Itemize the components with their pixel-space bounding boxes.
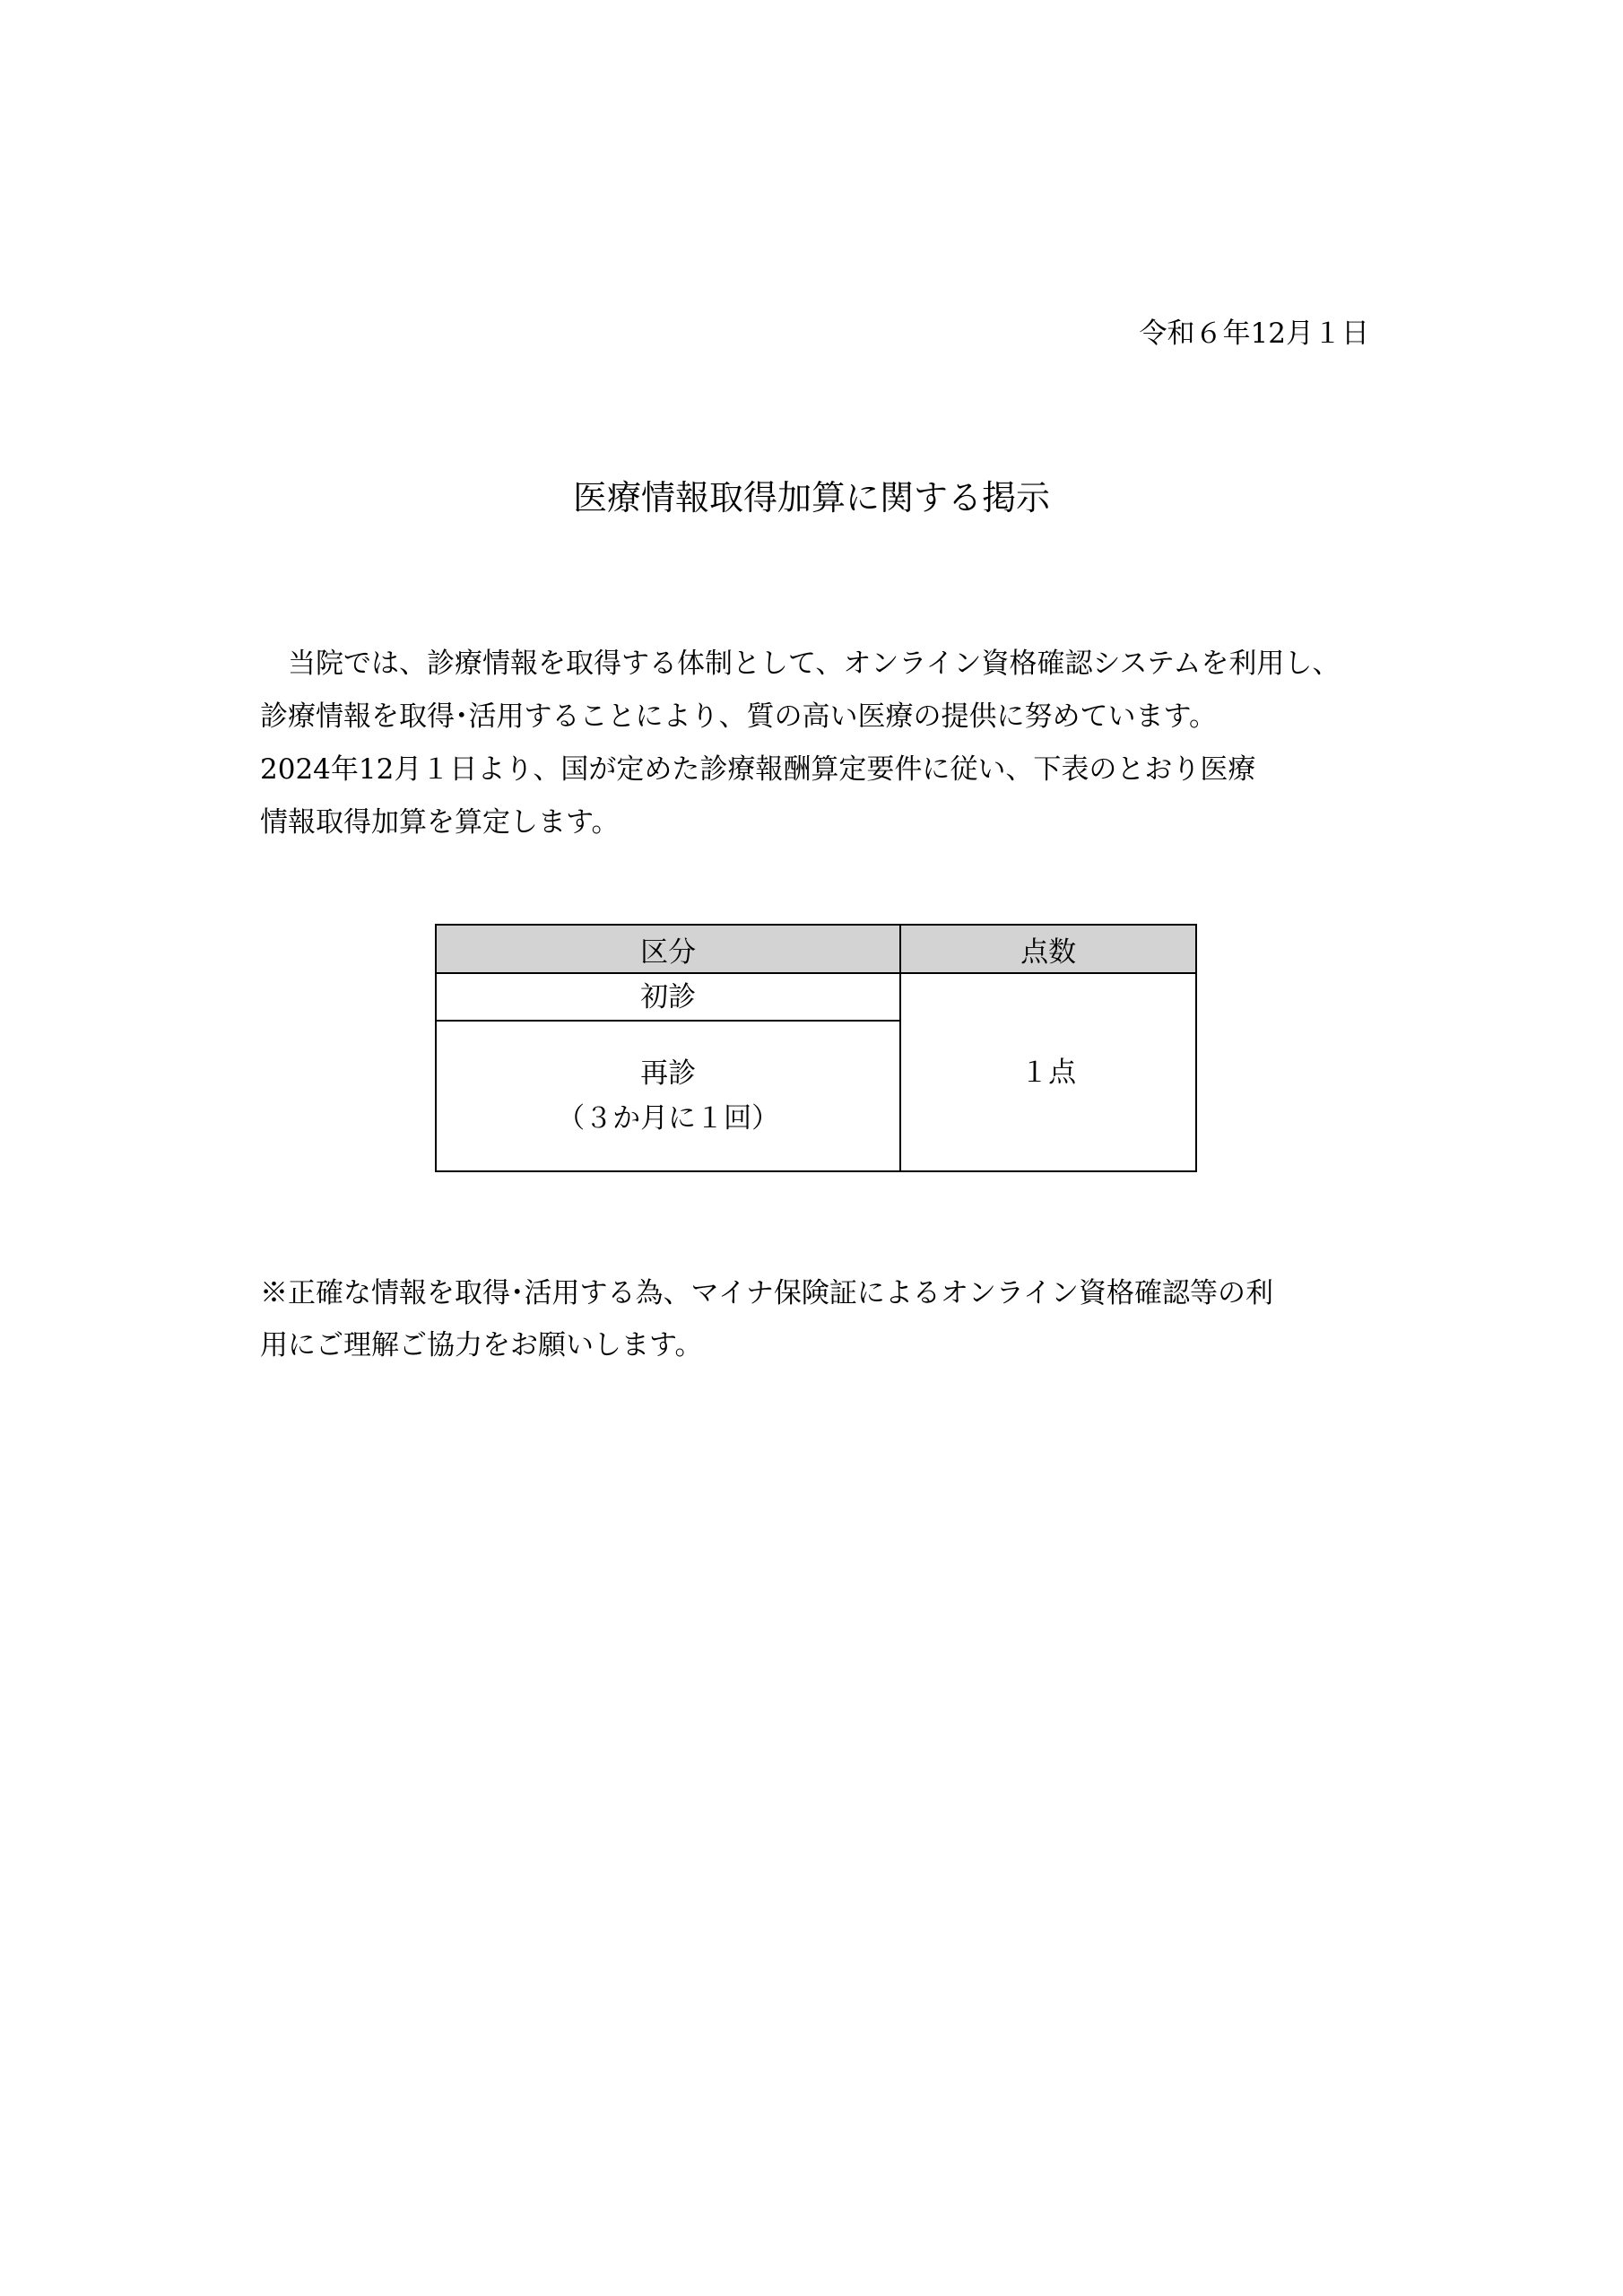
note-line: 用にご理解ご協力をお願いします。 <box>260 1329 703 1361</box>
body-line: 情報取得加算を算定します。 <box>260 806 620 839</box>
table-header-row <box>436 925 1196 973</box>
points-cell <box>900 973 1196 1171</box>
header-points: 点数 <box>900 925 1196 973</box>
document-title: 医療情報取得加算に関する掲示 <box>572 478 1050 517</box>
category-label: 再診 <box>640 1057 697 1090</box>
document-date: 令和６年12月１日 <box>1139 317 1369 350</box>
fee-table <box>435 924 1197 1172</box>
category-first-visit <box>436 973 900 1021</box>
category-label: 初診 <box>640 980 697 1013</box>
note-paragraph <box>260 1267 1372 1371</box>
table-row <box>436 973 1196 1021</box>
category-revisit <box>436 1021 900 1171</box>
header-category: 区分 <box>436 925 900 973</box>
body-line: 2024年12月１日より、国が定めた診療報酬算定要件に従い、下表のとおり医療 <box>260 753 1256 786</box>
body-paragraph <box>260 638 1372 849</box>
body-line: 診療情報を取得･活用することにより、質の高い医療の提供に努めています。 <box>260 700 1218 733</box>
category-sublabel: （３か月に１回） <box>557 1102 780 1135</box>
body-line: 当院では、診療情報を取得する体制として、オンライン資格確認システムを利用し、 <box>288 648 1341 680</box>
note-line: ※正確な情報を取得･活用する為、マイナ保険証によるオンライン資格確認等の利 <box>260 1277 1273 1309</box>
points-value: １点 <box>1020 1056 1077 1089</box>
